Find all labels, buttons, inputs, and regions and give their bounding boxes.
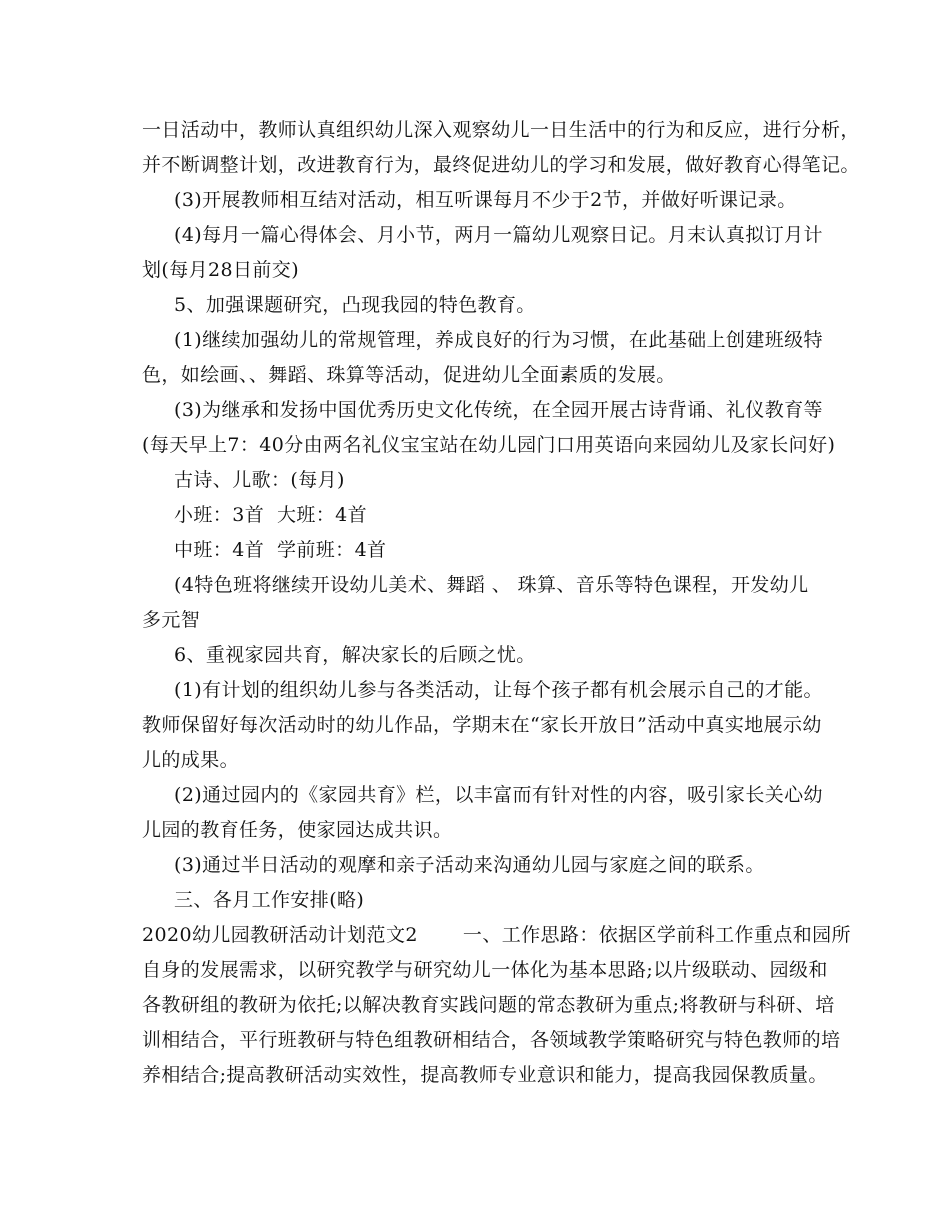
section-heading: 5、加强课题研究，凸现我园的特色教育。: [174, 294, 536, 316]
paragraph-line: 中班：4首 学前班：4首: [174, 539, 387, 561]
paragraph-line: 划(每月28日前交): [142, 259, 300, 281]
paragraph-line: 训相结合，平行班教研与特色组教研相结合，各领域教学策略研究与特色教师的培: [142, 1029, 841, 1051]
paragraph-line: (3)为继承和发扬中国优秀历史文化传统，在全园开展古诗背诵、礼仪教育等: [174, 399, 823, 421]
paragraph-line: (4)每月一篇心得体会、月小节，两月一篇幼儿观察日记。月末认真拟订月计: [174, 224, 823, 246]
paragraph-line: (每天早上7：40分由两名礼仪宝宝站在幼儿园门口用英语向来园幼儿及家长问好): [142, 434, 836, 456]
paragraph-line: 教师保留好每次活动时的幼儿作品，学期末在“家长开放日”活动中真实地展示幼: [142, 714, 822, 736]
paragraph-line: (3)通过半日活动的观摩和亲子活动来沟通幼儿园与家庭之间的联系。: [174, 854, 765, 876]
paragraph-line: 古诗、儿歌：(每月): [174, 469, 345, 491]
section-heading: 6、重视家园共育，解决家长的后顾之忧。: [174, 644, 536, 666]
paragraph-line: 色，如绘画、、舞蹈、珠算等活动，促进幼儿全面素质的发展。: [142, 364, 676, 386]
paragraph-line: (1)有计划的组织幼儿参与各类活动，让每个孩子都有机会展示自己的才能。: [174, 679, 823, 701]
paragraph-line: 儿园的教育任务，使家园达成共识。: [142, 819, 453, 841]
paragraph-line: 并不断调整计划，改进教育行为，最终促进幼儿的学习和发展，做好教育心得笔记。: [142, 154, 860, 176]
paragraph-line: 一日活动中，教师认真组织幼儿深入观察幼儿一日生活中的行为和反应，进行分析，: [142, 119, 860, 141]
section-heading: 三、各月工作安排(略): [174, 889, 365, 911]
paragraph-line: 养相结合;提高教研活动实效性，提高教师专业意识和能力，提高我园保教质量。: [142, 1064, 828, 1086]
paragraph-line: 2020幼儿园教研活动计划范文2 一、工作思路：依据区学前科工作重点和园所: [142, 924, 851, 946]
paragraph-line: (4特色班将继续开设幼儿美术、舞蹈 、 珠算、音乐等特色课程，开发幼儿: [174, 574, 809, 596]
paragraph-line: (2)通过园内的《家园共育》栏，以丰富而有针对性的内容，吸引家长关心幼: [174, 784, 823, 806]
paragraph-line: 各教研组的教研为依托;以解决教育实践问题的常态教研为重点;将教研与科研、培: [142, 994, 835, 1016]
paragraph-line: 小班：3首 大班：4首: [174, 504, 368, 526]
paragraph-line: 自身的发展需求，以研究教学与研究幼儿一体化为基本思路;以片级联动、园级和: [142, 959, 828, 981]
paragraph-line: 儿的成果。: [142, 749, 240, 771]
paragraph-line: (3)开展教师相互结对活动，相互听课每月不少于2节，并做好听课记录。: [174, 189, 797, 211]
paragraph-line: (1)继续加强幼儿的常规管理，养成良好的行为习惯，在此基础上创建班级特: [174, 329, 823, 351]
paragraph-line: 多元智: [142, 609, 201, 631]
